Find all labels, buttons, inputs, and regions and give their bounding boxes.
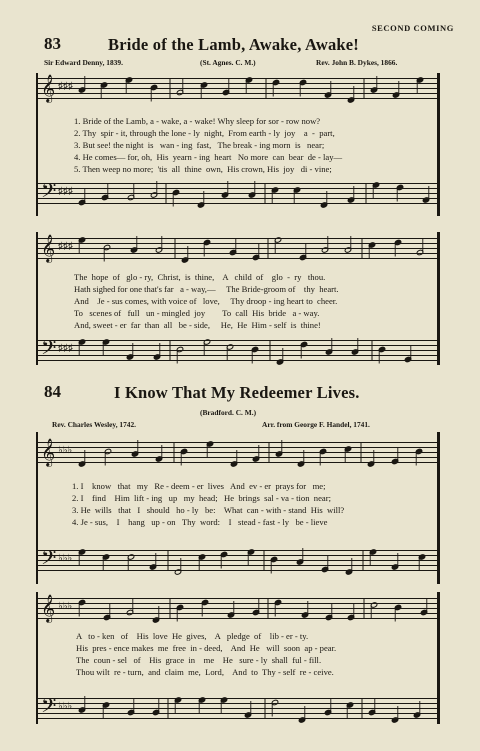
hymn-84-verses-b <box>76 630 336 678</box>
clef-icon: 𝄞 <box>41 438 56 466</box>
key-signature-icon: ♭♭♭ <box>58 601 73 612</box>
hymn-83-verses-a <box>74 115 342 175</box>
hymn-84-number: 84 <box>44 382 61 401</box>
key-signature-icon: ♯♯♯ <box>58 186 73 197</box>
bass-staff <box>38 546 440 574</box>
verse-line: 4. Je - sus, I hang up - on Thy word: I stead - fast - ly be - lieve <box>72 517 328 527</box>
verse-line: A to - ken of His love He gives, A pledge of lib - er - ty. <box>76 631 309 641</box>
verse-line: 3. But see! the night is wan - ing fast, The break - ing morn is near; <box>74 140 325 150</box>
hymn-84-verses-a <box>72 480 344 528</box>
key-signature-icon: ♯♯♯ <box>58 343 73 354</box>
clef-icon: 𝄢 <box>41 694 57 722</box>
key-signature-icon: ♯♯♯ <box>58 81 73 92</box>
verse-line: Thou wilt re - turn, and claim me, Lord, And to Thy - self re - ceive. <box>76 667 334 677</box>
clef-icon: 𝄞 <box>41 594 56 622</box>
hymn-83-title: Bride of the Lamb, Awake, Awake! <box>108 35 359 54</box>
notes <box>38 594 440 622</box>
clef-icon: 𝄢 <box>41 546 57 574</box>
verse-line: 3. He wills that I should ho - ly be: What can - with - stand His will? <box>72 505 345 515</box>
verse-line: And, sweet - er far than all be - side, He, He Him - self is thine! <box>74 320 321 330</box>
notes <box>38 234 440 262</box>
verse-line: 1. I know that my Re - deem - er lives And ev - er prays for me; <box>72 481 326 491</box>
clef-icon: 𝄞 <box>41 74 56 102</box>
verse-line: To scenes of full un - mingled joy To call His bride a - way. <box>74 308 320 318</box>
verse-line: 5. Then weep no more; 'tis all thine own, His crown, His joy di - vine; <box>74 164 332 174</box>
notes <box>38 336 440 364</box>
treble-staff <box>38 74 440 102</box>
treble-staff <box>38 594 440 622</box>
key-signature-icon: ♭♭♭ <box>58 701 73 712</box>
hymn-84-title: I Know That My Redeemer Lives. <box>114 383 360 402</box>
verse-line: The hope of glo - ry, Christ, is thine, A child of glo - ry thou. <box>74 272 326 282</box>
hymn-83-composer: Rev. John B. Dykes, 1866. <box>316 58 398 67</box>
notes <box>38 546 440 574</box>
key-signature-icon: ♭♭♭ <box>58 553 73 564</box>
hymn-84-composer: Arr. from George F. Handel, 1741. <box>262 420 370 429</box>
hymn-84-tune: (Bradford. C. M.) <box>200 408 257 417</box>
hymn-83-number: 83 <box>44 34 61 53</box>
verse-line: 4. He comes— for, oh, His yearn - ing heart No more can bear de - lay— <box>74 152 343 162</box>
treble-staff <box>38 234 440 262</box>
verse-line: 2. I find Him lift - ing up my head; He brings sal - va - tion near; <box>72 493 331 503</box>
treble-staff <box>38 438 440 466</box>
hymn-83-verses-b <box>74 271 339 331</box>
bass-staff <box>38 336 440 364</box>
section-heading: SECOND COMING <box>371 23 454 33</box>
verse-line: 1. Bride of the Lamb, a - wake, a - wake! Why sleep for sor - row now? <box>74 116 321 126</box>
notes <box>38 438 440 466</box>
hymn-83-author: Sir Edward Denny, 1839. <box>44 58 123 67</box>
verse-line: 2. Thy spir - it, through the lone - ly night, From earth - ly joy a - part, <box>74 128 335 138</box>
key-signature-icon: ♯♯♯ <box>58 241 73 252</box>
clef-icon: 𝄢 <box>41 179 57 207</box>
verse-line: His pres - ence makes me free in - deed, And He will soon ap - pear. <box>76 643 337 653</box>
hymn-84-author: Rev. Charles Wesley, 1742. <box>52 420 137 429</box>
clef-icon: 𝄞 <box>41 234 56 262</box>
bass-staff <box>38 694 440 722</box>
bass-staff <box>38 179 440 207</box>
verse-line: Hath sighed for one that's far a - way,— The Bride-groom of thy heart. <box>74 284 339 294</box>
hymn-83-tune: (St. Agnes. C. M.) <box>200 58 256 67</box>
verse-line: The coun - sel of His grace in me He sure - ly shall ful - fill. <box>76 655 322 665</box>
notes <box>38 694 440 722</box>
notes <box>38 74 440 102</box>
key-signature-icon: ♭♭♭ <box>58 445 73 456</box>
clef-icon: 𝄢 <box>41 336 57 364</box>
verse-line: And Je - sus comes, with voice of love, Thy droop - ing heart to cheer. <box>74 296 338 306</box>
notes <box>38 179 440 207</box>
